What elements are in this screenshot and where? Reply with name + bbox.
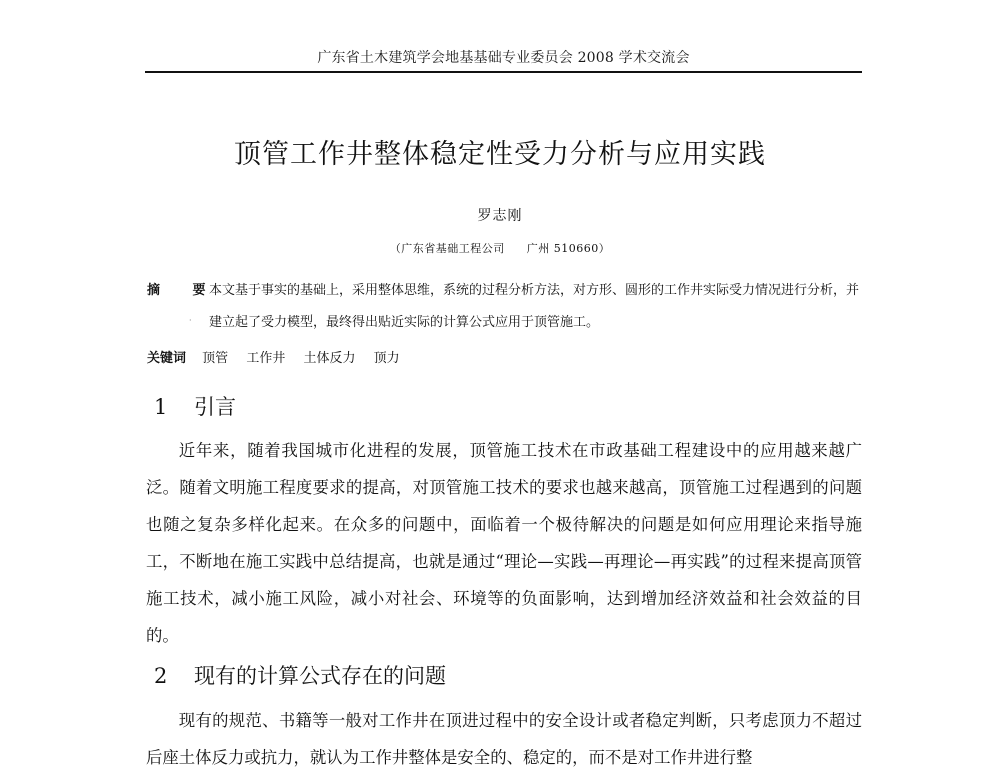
section-body-introduction: [146, 432, 862, 654]
section-title: 现有的计算公式存在的问题: [194, 664, 446, 688]
paper-title: 顶管工作井整体稳定性受力分析与应用实践: [234, 139, 766, 170]
author-affiliation: [0, 240, 1000, 256]
section-number: 2: [154, 664, 168, 688]
keyword: 顶力: [373, 351, 400, 366]
abstract-text: 本文基于事实的基础上，采用整体思维，系统的过程分析方法，对方形、圆形的工作井实际受力情况进行分析，并建立起了受力模型，最终得出贴近实际的计算公式应用于顶管施工。: [209, 283, 860, 330]
keywords-label: 关键词: [147, 351, 187, 366]
paragraph: 现有的规范、书籍等一般对工作井在顶进过程中的安全设计或者稳定判断，只考虑顶力不超过后座土体反力或抗力，就认为工作井整体是安全的、稳定的，而不是对工作井进行整: [146, 711, 862, 767]
section-heading-introduction: [154, 391, 236, 421]
keyword: 工作井: [246, 351, 286, 366]
affiliation-location: 广州 510660）: [526, 242, 611, 255]
keyword: 土体反力: [303, 351, 356, 366]
author-name: 罗志刚: [477, 208, 523, 224]
section-number: 1: [154, 395, 168, 419]
paragraph: 近年来，随着我国城市化进程的发展，顶管施工技术在市政基础工程建设中的应用越来越广泛。随着文明施工程度要求的提高，对顶管施工技术的要求也越来越高，顶管施工过程遇到的问题也随之复杂多样化起来。在众多的问题中，面临着一个极待解决的问题是如何应用理论来指导施工，不断地在施工实践中总结提高，也就是通过“理论—实践—再理论—再实践”的过程来提高顶管施工技术，减小施工风险，减小对社会、环境等的负面影响，达到增加经济效益和社会效益的目的。: [146, 441, 862, 645]
abstract-label: 摘 要: [147, 283, 220, 298]
keyword: 顶管: [202, 351, 229, 366]
section-heading-existing-formula-problems: [154, 660, 446, 690]
header-rule: [145, 71, 862, 73]
scan-speck: ·: [189, 316, 192, 325]
abstract: [147, 275, 862, 339]
section-body-existing-formula-problems: [146, 702, 862, 776]
section-title: 引言: [194, 395, 236, 419]
affiliation-org: （广东省基础工程公司: [389, 242, 505, 255]
running-header: 广东省土木建筑学会地基基础专业委员会 2008 学术交流会: [317, 50, 690, 66]
keywords: [147, 347, 414, 366]
